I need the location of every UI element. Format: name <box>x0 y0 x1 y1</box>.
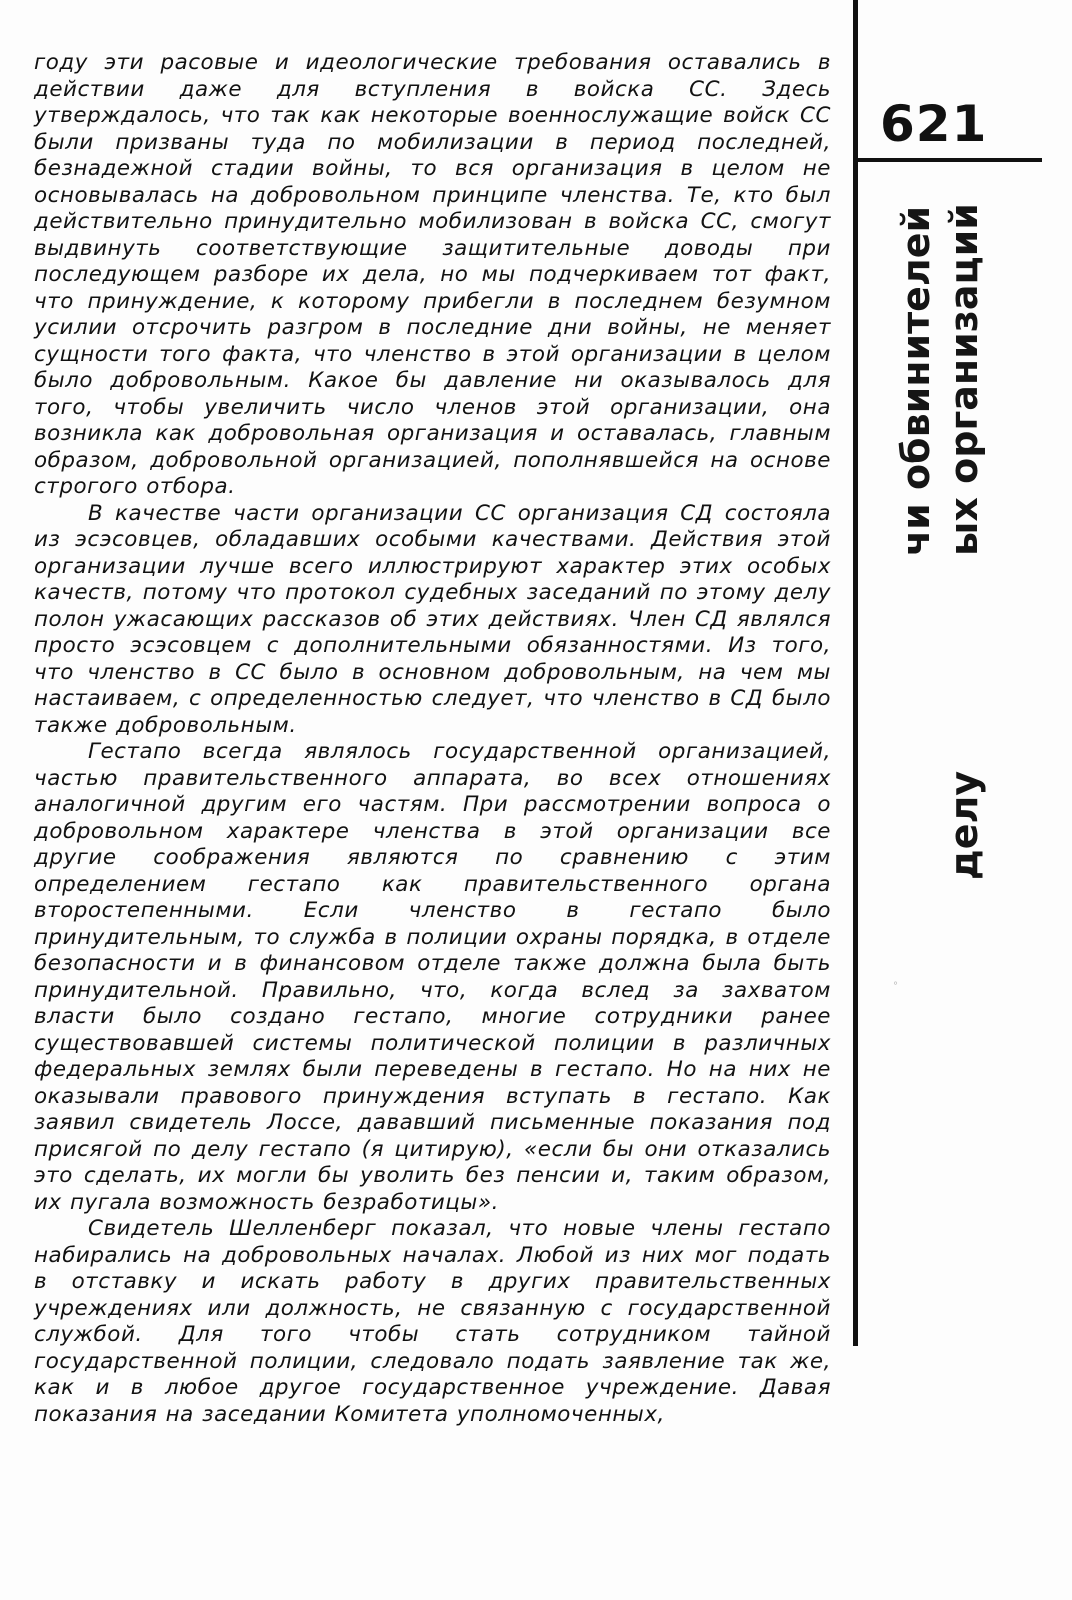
page-number: 621 <box>880 95 988 153</box>
body-text <box>34 50 831 1428</box>
paragraph: Свидетель Шелленберг показал, что новые члены гестапо набирались на добровольных началах. Любой из них мог подать в отставку и искать работу в других правительственных учреждениях или должность, не связанную с государственной службой. Для того чтобы стать сотрудником тайной государственной полиции, следовало подать заявление так же, как и в любое другое государственное учреждение. Давая показания на заседании Комитета уполномоченных, <box>34 1216 831 1427</box>
paragraph-continued: году эти расовые и идеологические требования оставались в действии даже для вступления в войска СС. Здесь утверждалось, что так как некоторые военнослужащие войск СС были призваны туда по мобилизации в период последней, безнадежной стадии войны, то вся организация в целом не основывалась на добровольном принципе членства. Те, кто был действительно принудительно мобилизован в войска СС, смогут выдвинуть соответствующие защитительные доводы при последующем разборе их дела, но мы подчеркиваем тот факт, что принуждение, к которому прибегли в последнем безумном усилии отсрочить разгром в последние дни войны, не меняет сущности того факта, что членство в этой организации в целом было добровольным. Какое бы давление ни оказывалось для того, чтобы увеличить число членов этой организации, она возникла как добровольная организация и оставалась, главным образом, добровольной организацией, пополнявшейся на основе строгого отбора. <box>34 50 831 499</box>
paragraph: Гестапо всегда являлось государственной организацией, частью правительственного аппарата, во всех отношениях аналогичной другим его частям. При рассмотрении вопроса о добровольном характере членства в этой организации все другие соображения являются по сравнению с этим определением гестапо как правительственного органа второстепенными. Если членство в гестапо было принудительным, то служба в полиции охраны порядка, в отделе безопасности и в финансовом отделе также должна была быть принудительной. Правильно, что, когда вслед за захватом власти было создано гестапо, многие сотрудники ранее существовавшей системы политической полиции в различных федеральных землях были переведены в гестапо. Но на них не оказывали правового принуждения вступать в гестапо. Как заявил свидетель Лоссе, дававший письменные показания под присягой по делу гестапо (я цитирую), «если бы они отказались это сделать, их могли бы уволить без пенсии и, таким образом, их пугала возможность безработицы». <box>34 739 831 1215</box>
running-head-line-3: делу <box>942 770 986 880</box>
page-number-rule <box>856 158 1042 162</box>
margin-rule <box>853 0 858 1346</box>
print-speck-mark: ° <box>893 981 898 992</box>
paragraph: В качестве части организации СС организация СД состояла из эсэсовцев, обладавших особыми качествами. Действия этой организации лучше всего иллюстрируют характер этих особых качеств, потому что протокол судебных заседаний по этому делу полон ужасающих рассказов об этих действиях. Член СД являлся просто эсэсовцем с дополнительными обязанностями. Из того, что членство в СС было в основном добровольным, на чем мы настаиваем, с определенностью следует, что членство в СД было также добровольным. <box>34 500 831 738</box>
running-head-line-1: чи обвинителей <box>894 205 938 556</box>
running-head-line-2: ых организаций <box>942 203 986 556</box>
